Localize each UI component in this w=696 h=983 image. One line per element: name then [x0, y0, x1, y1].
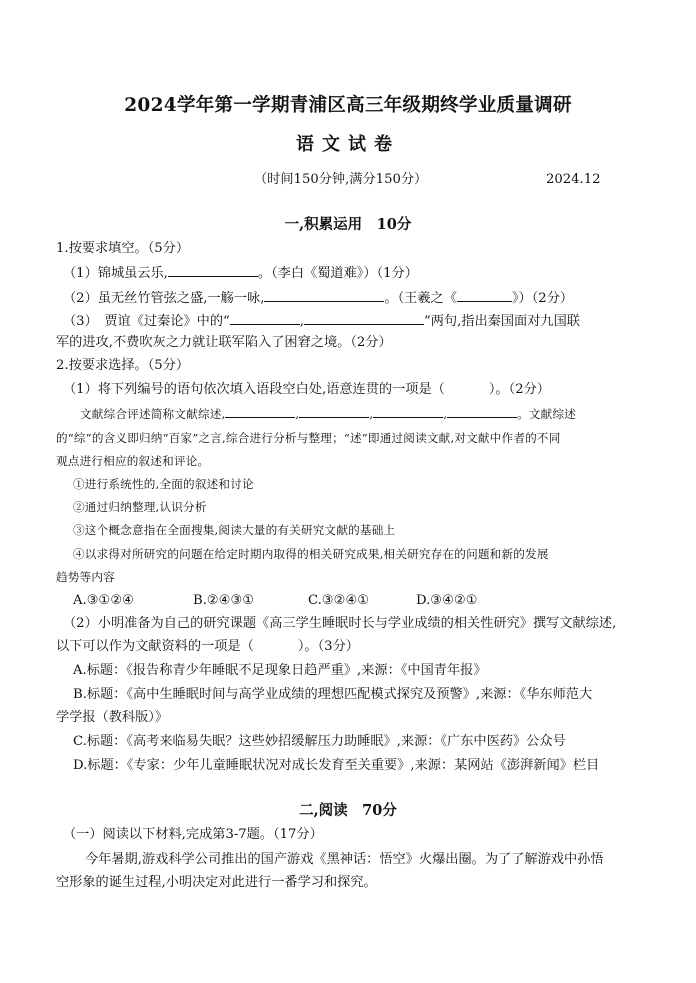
q1-item2: （2）虽无丝竹管弦之盛,一觞一咏, 。（王羲之《 》）（2分）	[63, 291, 574, 306]
q2-2-choice-b[interactable]: B.标题：《高中生睡眠时间与高学业成绩的理想匹配模式探究及预警》,来源：《华东师范大	[73, 687, 593, 702]
exam-title: 2024学年第一学期青浦区高三年级期终学业质量调研	[124, 95, 572, 116]
q2-2-choice-b-cont: 学学报（教科版）》	[56, 710, 169, 725]
q2-1-choice-c[interactable]: C.③②④①	[308, 593, 370, 608]
exam-subtitle: 语文试卷	[296, 134, 400, 155]
answer-blank[interactable]	[225, 405, 295, 418]
q2-2-question-line1: （2）小明准备为自己的研究课题《高三学生睡眠时长与学业成绩的相关性研究》撰写文献综述,	[63, 616, 617, 631]
q2-1-option-3: ③这个概念意指在全面搜集,阅读大量的有关研究文献的基础上	[73, 523, 396, 537]
answer-blank[interactable]	[447, 405, 517, 418]
section2-intro-line2: 空形象的诞生过程,小明决定对此进行一番学习和探究。	[56, 875, 377, 890]
q2-2-choice-a[interactable]: A.标题：《报告称青少年睡眠不足现象日趋严重》,来源：《中国青年报》	[73, 663, 487, 678]
q2-1-passage-line2: 的“综”的含义即归纳“百家”之言,综合进行分析与整理；“述”即通过阅读文献,对文献中作者的不同	[56, 431, 561, 445]
q2-1-question: （1）将下列编号的语句依次填入语段空白处,语意连贯的一项是（ ）。（2分）	[63, 382, 550, 397]
q2-1-option-1: ①进行系统性的,全面的叙述和讨论	[73, 477, 254, 491]
q2-2-choice-c[interactable]: C.标题：《高考来临易失眠？这些妙招缓解压力助睡眠》,来源：《广东中医药》公众号	[73, 734, 566, 749]
answer-blank[interactable]	[457, 289, 512, 302]
q2-2-choice-d[interactable]: D.标题：《专家：少年儿童睡眠状况对成长发育至关重要》,来源：某网站《澎湃新闻》栏目	[73, 758, 600, 773]
q2-1-passage-line1: 文献综合评述简称文献综述, , , , 。文献综述	[80, 407, 577, 421]
q1-stem: 1.按要求填空。（5分）	[56, 241, 190, 256]
q2-1-passage-line3: 观点进行相应的叙述和评论。	[56, 454, 210, 468]
exam-date: 2024.12	[546, 172, 601, 187]
section2-part1: （一）阅读以下材料,完成第3-7题。（17分）	[63, 827, 323, 842]
section2-intro-line1: 今年暑期,游戏科学公司推出的国产游戏《黑神话：悟空》火爆出圈。为了了解游戏中孙悟	[85, 852, 604, 867]
answer-blank[interactable]	[230, 312, 300, 325]
answer-blank[interactable]	[168, 264, 258, 277]
q1-item3-cont: 军的进攻,不费吹灰之力就让联军陷入了困窘之境。（2分）	[56, 335, 392, 350]
answer-blank[interactable]	[264, 289, 384, 302]
q2-1-choice-d[interactable]: D.③④②①	[416, 593, 478, 608]
q2-1-option-2: ②通过归纳整理,认识分析	[73, 500, 207, 514]
q2-1-choice-a[interactable]: A.③①②④	[73, 593, 135, 608]
q2-1-option-4-cont: 趋势等内容	[56, 570, 115, 584]
q1-item1: （1）锦城虽云乐, 。（李白《蜀道难》）（1分）	[63, 266, 418, 281]
q2-1-option-4: ④以求得对所研究的问题在给定时期内取得的相关研究成果,相关研究存在的问题和新的发展	[73, 547, 549, 561]
q2-2-question-line2: 以下可以作为文献资料的一项是（ ）。（3分）	[56, 639, 359, 654]
exam-info: （时间150分钟,满分150分）	[254, 172, 428, 187]
q2-1-choice-b[interactable]: B.②④③①	[193, 593, 255, 608]
q1-item3: （3） 贾谊《过秦论》中的“ , ”两句,指出秦国面对九国联	[63, 314, 580, 329]
answer-blank[interactable]	[299, 405, 369, 418]
answer-blank[interactable]	[373, 405, 443, 418]
section1-heading: 一,积累运用 10分	[284, 216, 412, 233]
section2-heading: 二,阅读 70分	[299, 802, 397, 819]
answer-blank[interactable]	[304, 312, 424, 325]
q2-stem: 2.按要求选择。（5分）	[56, 358, 190, 373]
